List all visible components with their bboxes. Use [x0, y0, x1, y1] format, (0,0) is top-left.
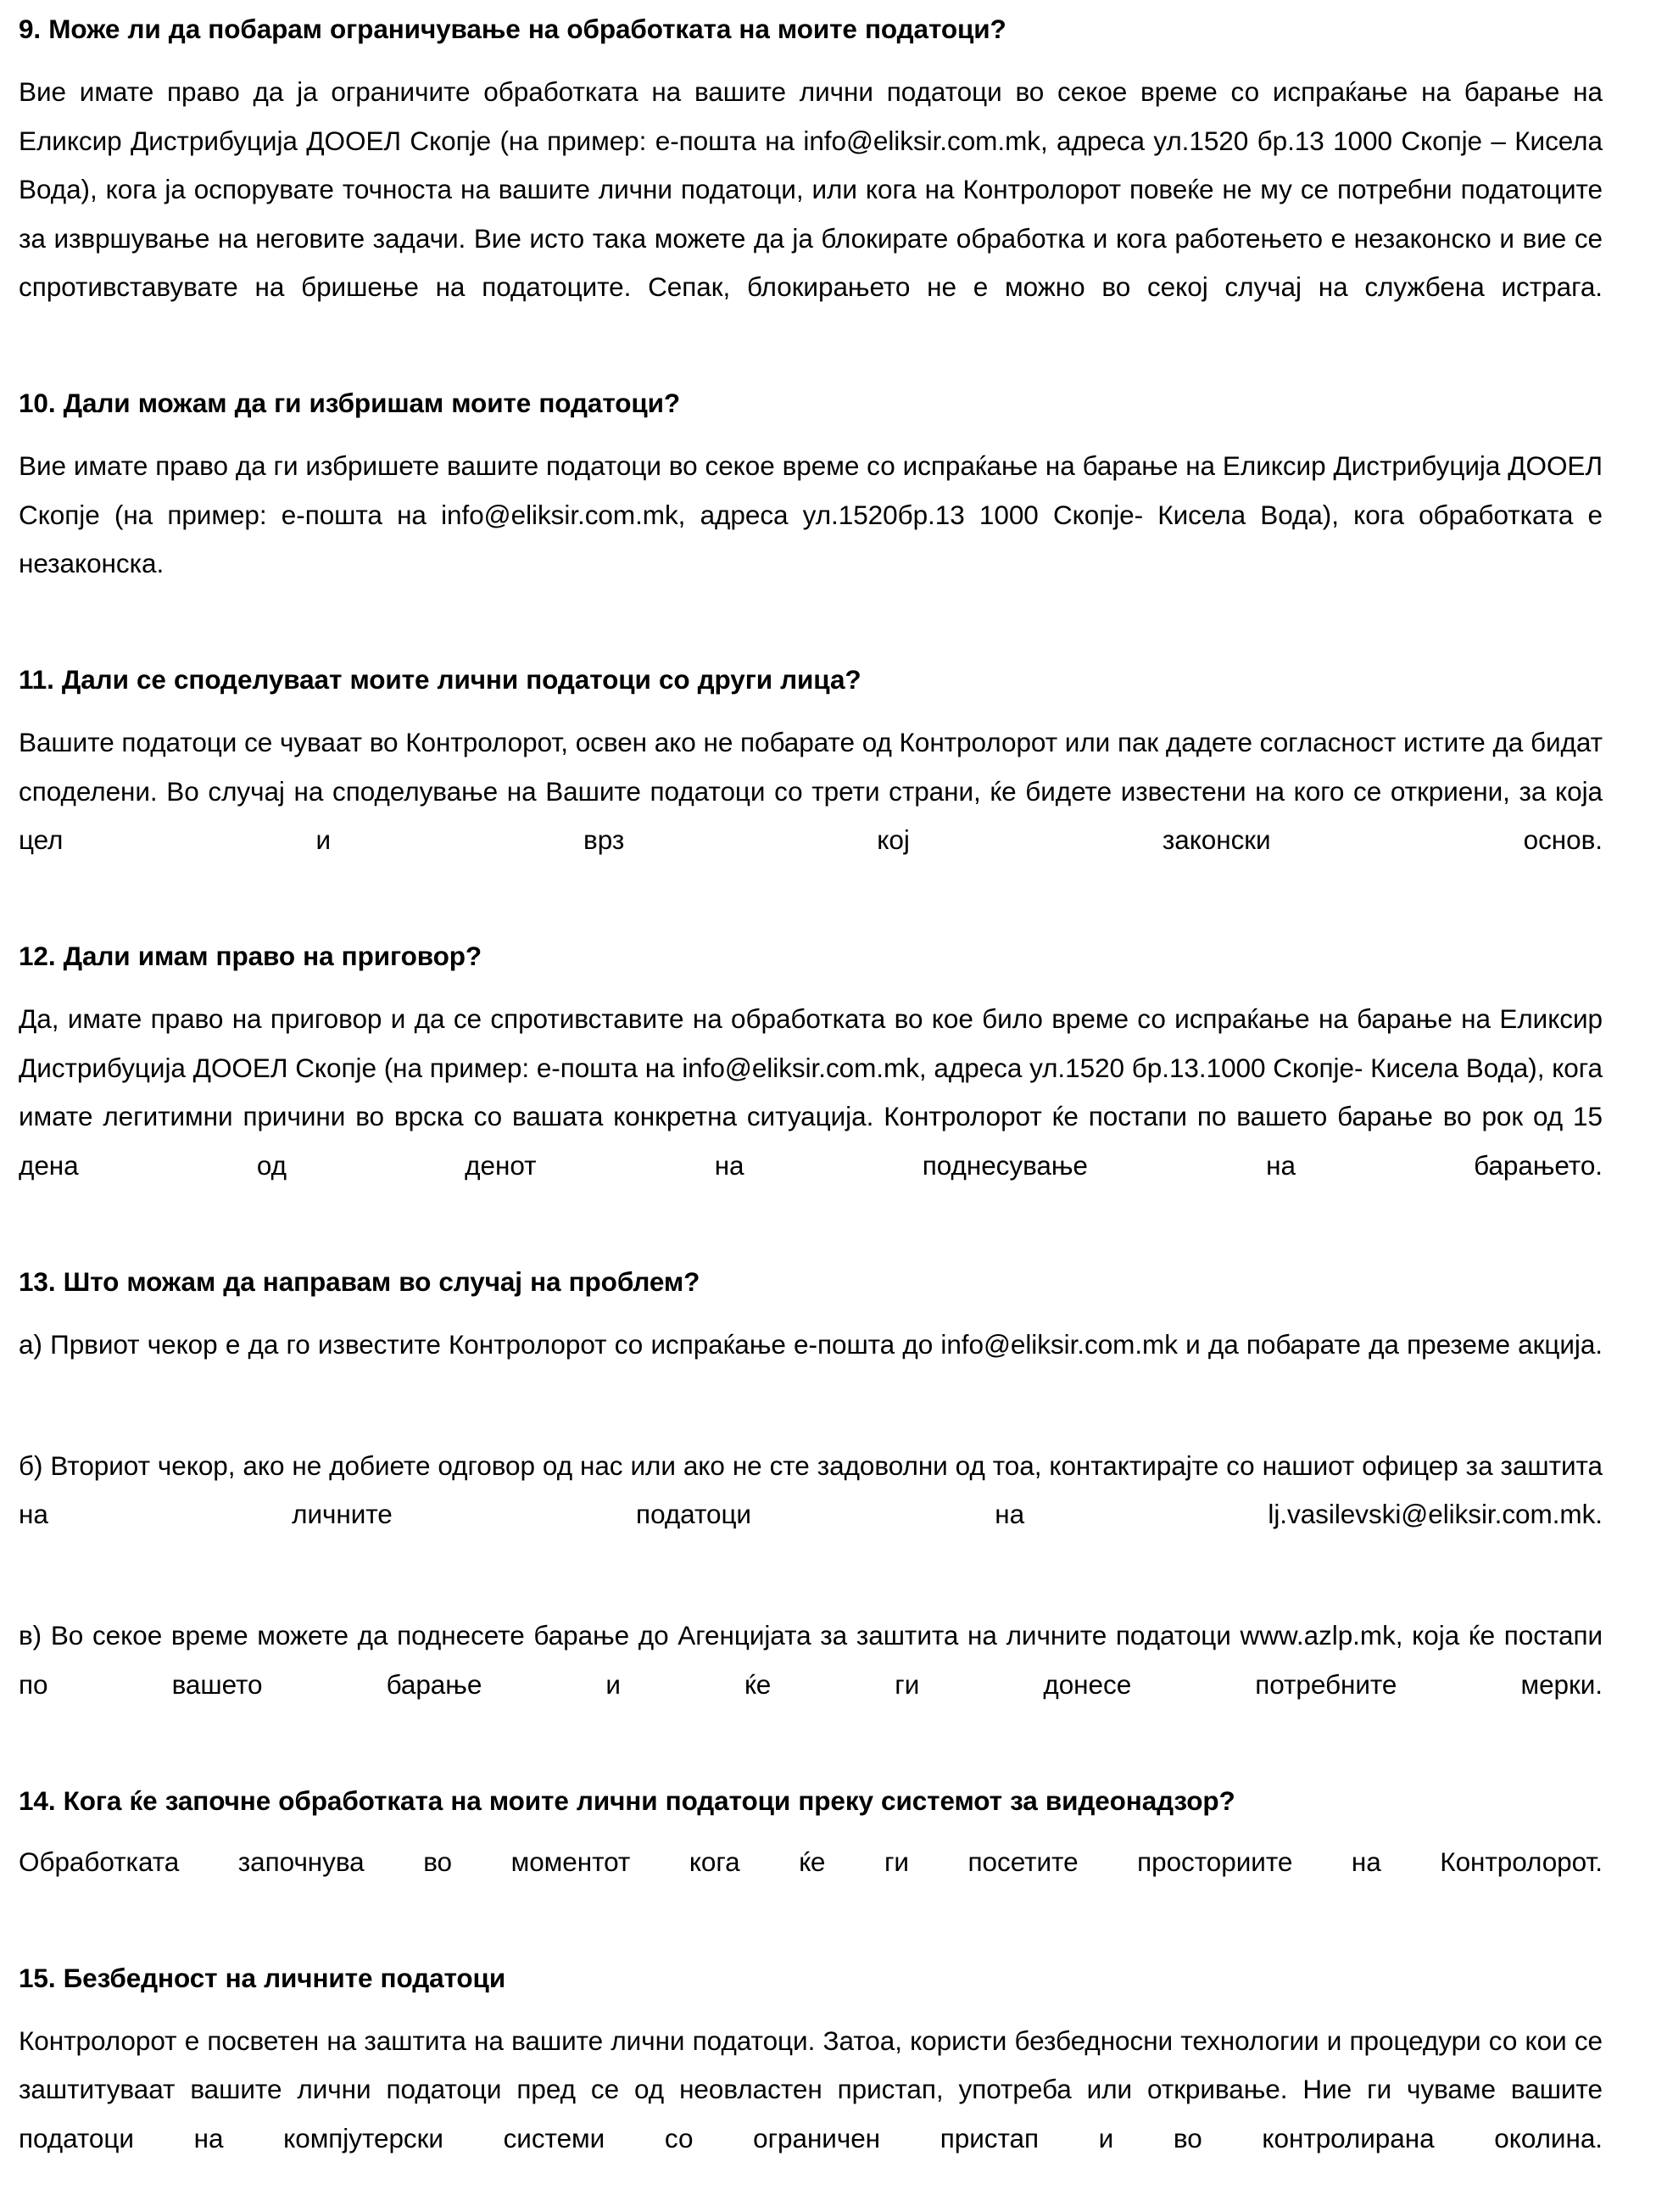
section-paragraph-q11-1: Вашите податоци се чуваат во Контролорот, освен ако не побарате од Контролорот или пак дадете согласност истите да бидат споделени. Во случај на споделување на Вашите податоци со трети страни, ќе бидете известени на кого се откриени, за која цел и врз кој законски основ.: [19, 727, 1603, 855]
document-body: [19, 12, 1603, 2212]
section-heading-q12: 12. Дали имам право на приговор?: [19, 941, 482, 971]
section-paragraph-q13-b: б) Вториот чекор, ако не добиете одговор од нас или ако не сте задоволни од тоа, контактирајте со нашиот офицер за заштита на личните податоци на lj.vasilevski@eliksir.com.mk.: [19, 1450, 1603, 1529]
spacer: [19, 1588, 1603, 1612]
spacer: [19, 637, 1603, 662]
section-paragraph-q10-1: Вие имате право да ги избришете вашите податоци во секое време со испраќање на барање на Еликсир Дистрибуција ДООЕЛ Скопје (на пример: е-пошта на info@eliksir.com.mk, адреса ул.1520бр.13 1000 Скопје- Кисела Вода), кога обработката е незаконска.: [19, 450, 1603, 578]
section-heading-q15: 15. Безбедност на личните податоци: [19, 1962, 506, 1993]
spacer: [19, 360, 1603, 386]
section-heading-q10: 10. Дали можам да ги избришам моите податоци?: [19, 388, 681, 418]
section-paragraph-q15-1: Контролорот е посветен на заштита на вашите лични податоци. Затоа, користи безбедносни технологии и процедури со кои се заштитуваат вашите лични податоци пред се од неовластен пристап, употреба или откривање. Ние ги чуваме вашите податоци на компјутерски системи со ограничен пристап и во контролирана околина.: [19, 2025, 1603, 2153]
spacer: [19, 1936, 1603, 1961]
spacer: [19, 46, 1603, 68]
spacer: [19, 696, 1603, 718]
spacer: [19, 913, 1603, 939]
spacer: [19, 420, 1603, 442]
spacer: [19, 973, 1603, 995]
section-heading-q11: 11. Дали се споделуваат моите лични податоци со други лица?: [19, 664, 861, 695]
spacer: [19, 1995, 1603, 2017]
section-paragraph-q13-a: а) Првиот чекор е да го известите Контролорот со испраќање е-пошта до info@eliksir.com.mk и да побарате да преземе акција.: [19, 1328, 1603, 1360]
section-paragraph-q13-v: в) Во секое време можете да поднесете барање до Агенцијата за заштита на личните податоци www.azlp.mk, која ќе постапи по вашето барање и ќе ги донесе потребните мерки.: [19, 1620, 1603, 1700]
section-paragraph-q9-1: Вие имате право да ја ограничите обработката на вашите лични податоци во секое време со испраќање на барање на Еликсир Дистрибуција ДООЕЛ Скопје (на пример: е-пошта на info@eliksir.com.mk, адреса ул.1520 бр.13 1000 Скопје – Кисела Вода), кога ја оспорувате точноста на вашите лични податоци, или кога на Контролорот повеќе не му се потребни податоците за извршување на неговите задачи. Вие исто така можете да ја блокирате обработка и кога работењето е незаконско и вие се спротивставувате на бришење на податоците. Сепак, блокирањето не е можно во секој случај на службена истрага.: [19, 76, 1603, 302]
spacer: [19, 1418, 1603, 1442]
spacer: [19, 1299, 1603, 1321]
spacer: [19, 1818, 1603, 1838]
section-paragraph-q14-1: Обработката започнува во моментот кога ќе ги посетите просториите на Контролорот.: [19, 1846, 1603, 1877]
section-heading-q9: 9. Може ли да побарам ограничување на обработката на моите податоци?: [19, 14, 1006, 44]
spacer: [19, 1758, 1603, 1784]
section-paragraph-q12-1: Да, имате право на приговор и да се спротивставите на обработката во кое било време со испраќање на барање на Еликсир Дистрибуција ДООЕЛ Скопје (на пример: е-пошта на info@eliksir.com.mk, адреса ул.1520 бр.13.1000 Скопје- Кисела Вода), кога имате легитимни причини во врска со вашата конкретна ситуација. Контролорот ќе постапи по вашето барање во рок од 15 дена од денот на поднесување на барањето.: [19, 1003, 1603, 1181]
section-heading-q14: 14. Кога ќе започне обработката на моите лични податоци преку системот за видеонадзор?: [19, 1785, 1235, 1816]
spacer: [19, 1239, 1603, 1265]
section-heading-q13: 13. Што можам да направам во случај на проблем?: [19, 1265, 700, 1297]
